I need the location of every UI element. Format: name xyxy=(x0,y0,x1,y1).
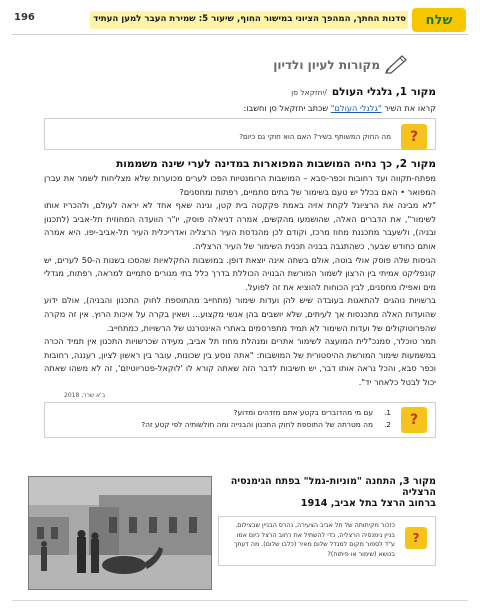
source-2 xyxy=(44,158,436,390)
header-divider xyxy=(12,34,468,35)
source-1-author: /יחזקאל סן xyxy=(291,88,327,97)
section-title: מקורות לעיון ולדיון xyxy=(273,58,380,72)
source-2-citation: ב'א שרר, 2018 xyxy=(64,392,106,399)
logo-text: שלח xyxy=(425,12,453,28)
source-1-title: מקור 1, גלגלי העולם xyxy=(331,86,436,98)
historic-photo xyxy=(28,476,212,590)
song-link[interactable]: "גלגלי העולם" xyxy=(330,103,382,113)
source-2-paragraph: ברשויות נוהגים להתאגות בעובדה שיש להן ועדות שימור (מתחייב מהתוספת לחוק התכנון והבניה), אולם ידוע שהועדות האלה מתכנסות אך לעיתים, שלא יושבים בהן אנשי מקצוע... ושאין בקרה על איכות הרוץ. אין זה מקרה שהפרוטוקולים של ועדות השימור לא תמיד מתפרסמים באתרי האינטרנט של הרשויות, כמתחייב. xyxy=(44,295,436,333)
header-title: סדנות החתך, המהפך הציוני במישור החוף, שיעור 5: שמירת העבר למען העתיד xyxy=(93,14,406,24)
pencil-icon xyxy=(384,52,410,74)
question-mark-icon: ? xyxy=(401,407,427,433)
source-2-question-list xyxy=(51,407,391,431)
source-2-paragraph: מפתח-תקווה ועד רחובות וכפר-סבא – המושבות הרומנטיות הפכו לערים מכוערות שלא מצליחות לשמר את עברן המפואר • האם בכלל יש טעם בשימור של בתים סתמיים, רפתות ומחסנים? xyxy=(44,173,436,197)
question-item: 1. עם מי מהדוברים בקטע אתם מזדהים ומדוע? xyxy=(233,408,391,417)
footer-divider xyxy=(12,600,468,601)
source-2-title: מקור 2, כך נחיה המושבות המפוארות במדינה לערי שינה משממות xyxy=(116,158,436,170)
source-1-text: קראו את השיר "גלגלי העולם" שכתב יחזקאל סן וחשבו: xyxy=(243,103,436,113)
question-mark-icon: ? xyxy=(401,124,427,150)
source-2-question-box xyxy=(44,402,436,438)
source-2-paragraph: תמר טוכלר, סמנכ"לית המועצה לשימור אתרים ומנהלת מחוז תל אביב, מעידה שכרשויות התכנון אין תמיד הכרה במשמעות שימור המורשת ההיסטורית של המושבות: "אתה נוסע בין שכונות, עובר בין ראשון לציון, רעננה, רחובות וכפר סבא, והכל נראה אותו דבר, יש חשיבות לדבר הזה שאתה קורא לו 'לוקאל-פטריוטיזם', זה לא משהו שאתה יכול לבטל כלאחר יד". xyxy=(44,336,436,387)
source-2-paragraph: הגיסות שלה פוסק אולי בוטה, אולם בשתה אינה יוצאת דופן. במושבות החקלאיות שהסכו בשנות ה-50 לערים, יש קונפליקט אמיתי בין הרצון לשמור המורשת הבנויה הכוללת בדרך כלל בתי מגורים סתמיים למראה, רפתות, מגדלי מים ואפילו מחסנים, לבין הכוחות להוציא את זה לפועל. xyxy=(44,254,436,292)
source-1 xyxy=(44,80,436,116)
source-1-question-box xyxy=(44,118,436,150)
historic-photo-drawing xyxy=(29,477,211,589)
source-3-title: ברחוב הרצל בתל אביב, 1914 xyxy=(300,498,436,509)
question-mark-icon: ? xyxy=(405,527,427,549)
page-number: 196 xyxy=(14,12,35,23)
question-item: 2. מה מטרתה של התוספת לחוק התכנון והבנייה ומה חולשותיה לפי קטע זה? xyxy=(141,420,391,429)
source-2-paragraph: "לא מבינה את הרציונל לקחת אזיה באמת פקקטה בית קטן, וגינה שאף אחד לא יראה לעולם, ולהכריז אותו לשימור", את הדברים האלה, שהושמעו מהקשים, אמרה דניאלה פוסק, יו"ר הוועדה המחוזית תל-אביב (לתכנון ובניה), ולשעבר מתכננת מחוז מרכז, וקודם לכן מהנדסת העיר הרצליה ואדריכלית העיר תל-אביב-יפו. היא אמרה אותם כחודש שבער, כשהתגבה בבניה תכנית השימור של העיר הרצליה. xyxy=(44,200,436,251)
page-header xyxy=(12,8,468,34)
source-1-question: מה החוק המשותף בשיר? האם הוא חוקי גם כיום? xyxy=(239,132,391,141)
source-3 xyxy=(208,476,436,509)
source-3-question: כזכור מקיתותה של תל אביב הצעירה, נהרס הבניין שבצילום. בניין גימנסיה הרצליה, כדי להשתיל את רחוב הרצל כיום אמו ע"ד לספור מקום למגדל שלום מאיר (כלבו שלום). מה דעתך בנושא (שימור או פיתוח)? xyxy=(233,522,395,558)
logo xyxy=(412,8,466,32)
source-3-question-box xyxy=(218,516,436,566)
source-3-title: מקור 3, התחנה "מוניות-גמל" בפתח הגימנסיה הרצליה xyxy=(230,476,436,498)
